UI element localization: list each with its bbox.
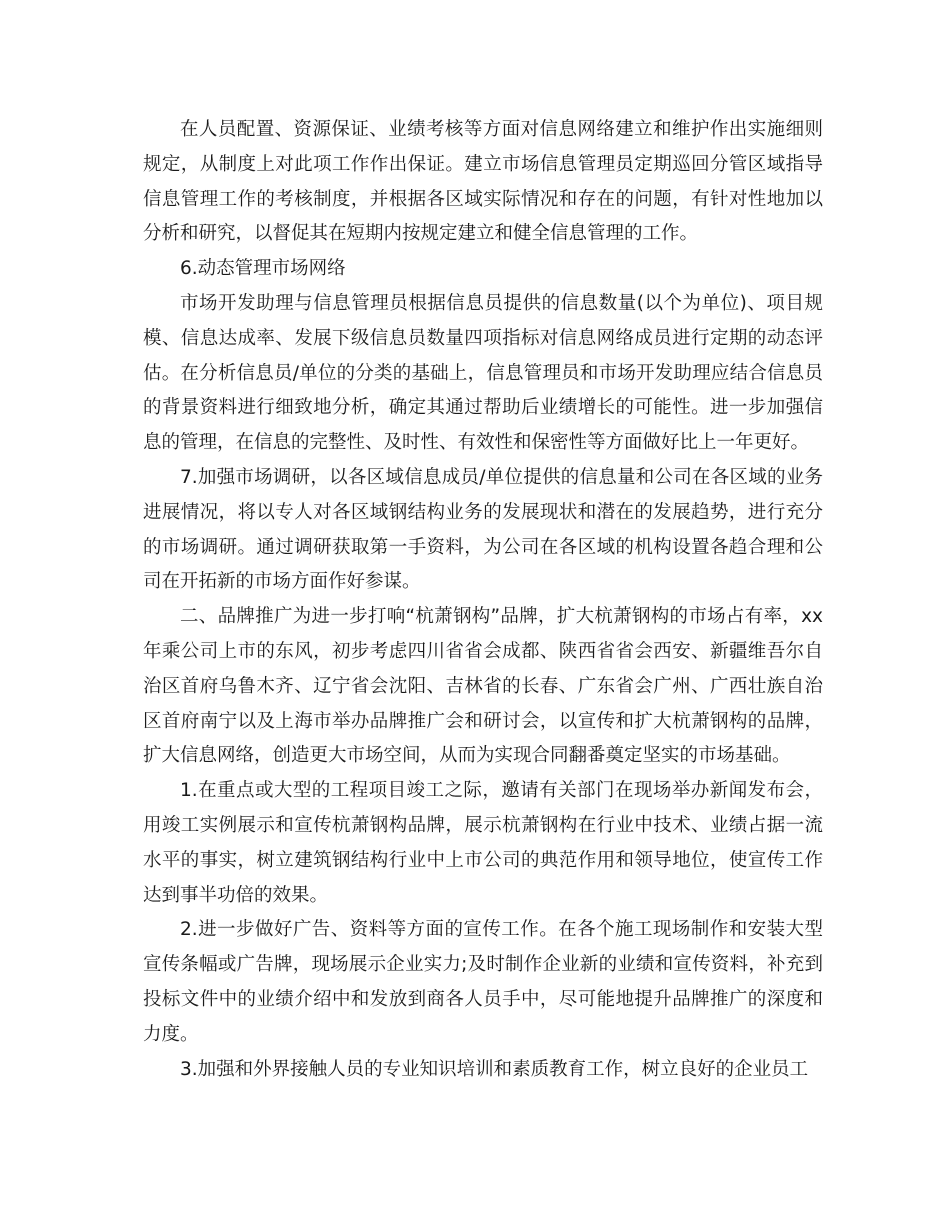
paragraph-press-conference: 1.在重点或大型的工程项目竣工之际，邀请有关部门在现场举办新闻发布会，用竣工实例展示和宣传杭萧钢构品牌，展示杭萧钢构在行业中技术、业绩占据一流水平的事实，树立建筑钢结构行业中上市公司的典范作用和领导地位，使宣传工作达到事半功倍的效果。 xyxy=(143,780,823,906)
paragraph-dynamic-evaluation: 市场开发助理与信息管理员根据信息员提供的信息数量(以个为单位)、项目规模、信息达成率、发展下级信息员数量四项指标对信息网络成员进行定期的动态评估。在分析信息员/单位的分类的基础上，信息管理员和市场开发助理应结合信息员的背景资料进行细致地分析，确定其通过帮助后业绩增长的可能性。进一步加强信息的管理，在信息的完整性、及时性、有效性和保密性等方面做好比上一年更好。 xyxy=(143,292,823,454)
paragraph-advertising: 2.进一步做好广告、资料等方面的宣传工作。在各个施工现场制作和安装大型宣传条幅或广告牌，现场展示企业实力;及时制作企业新的业绩和宣传资料，补充到投标文件中的业绩介绍中和发放到商各人员手中，尽可能地提升品牌推广的深度和力度。 xyxy=(143,919,823,1045)
heading-dynamic-management: 6.动态管理市场网络 xyxy=(180,258,346,280)
paragraph-brand-promotion: 二、品牌推广为进一步打响“杭萧钢构”品牌，扩大杭萧钢构的市场占有率，xx年乘公司上市的东风，初步考虑四川省省会成都、陕西省省会西安、新疆维吾尔自治区首府乌鲁木齐、辽宁省会沈阳、吉林省的长春、广东省会广州、广西壮族自治区首府南宁以及上海市举办品牌推广会和研讨会，以宣传和扩大杭萧钢构的品牌，扩大信息网络，创造更大市场空间，从而为实现合同翻番奠定坚实的市场基础。 xyxy=(143,606,823,767)
paragraph-staff-training: 3.加强和外界接触人员的专业知识培训和素质教育工作，树立良好的企业员工 xyxy=(180,1058,809,1080)
document-body xyxy=(143,113,823,1087)
paragraph-info-network-rules: 在人员配置、资源保证、业绩考核等方面对信息网络建立和维护作出实施细则规定，从制度上对此项工作作出保证。建立市场信息管理员定期巡回分管区域指导信息管理工作的考核制度，并根据各区域实际情况和存在的问题，有针对性地加以分析和研究，以督促其在短期内按规定建立和健全信息管理的工作。 xyxy=(143,119,823,245)
paragraph-market-research: 7.加强市场调研，以各区域信息成员/单位提供的信息量和公司在各区域的业务进展情况，将以专人对各区域钢结构业务的发展现状和潜在的发展趋势，进行充分的市场调研。通过调研获取第一手资料，为公司在各区域的机构设置各趋合理和公司在开拓新的市场方面作好参谋。 xyxy=(143,466,823,593)
